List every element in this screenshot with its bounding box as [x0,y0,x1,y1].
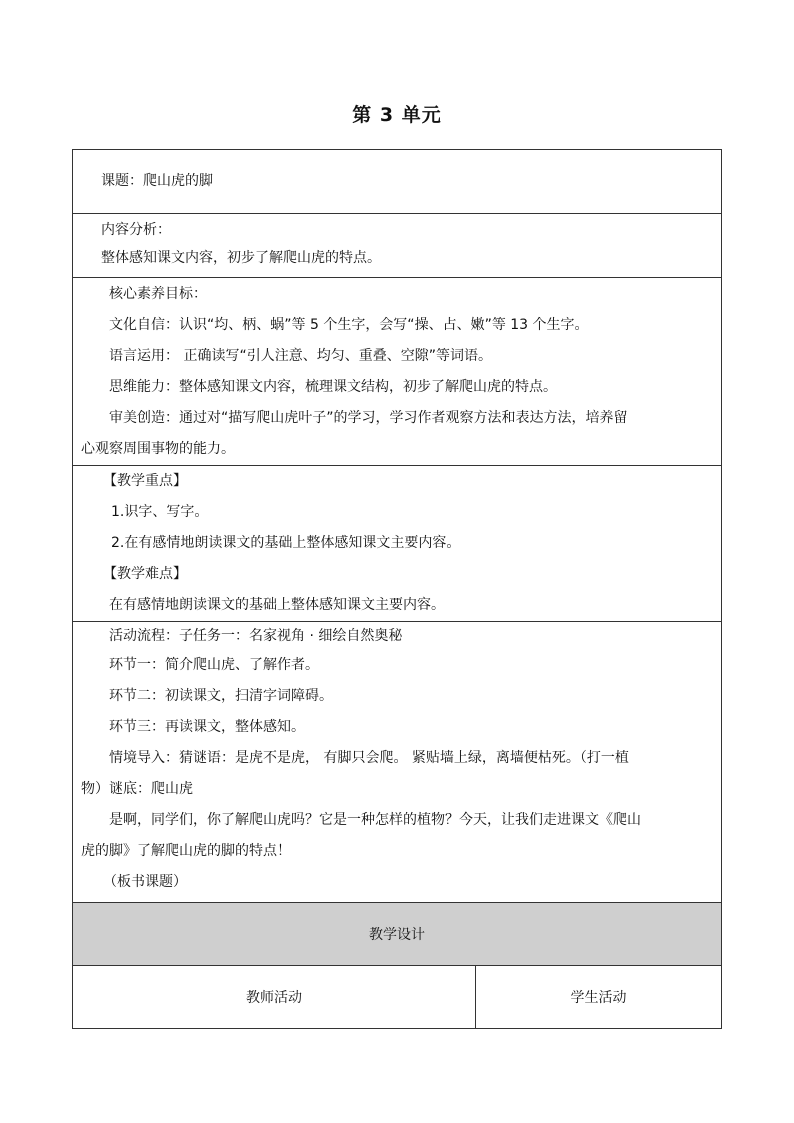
key-point-1: 1.识字、写字。 [111,504,209,520]
activity-flow: 活动流程：子任务一：名家视角 · 细绘自然奥秘 [109,628,403,644]
content-analysis-heading: 内容分析： [101,222,171,238]
goal-aesthetic-line2: 心观察周围事物的能力。 [81,441,235,457]
intro-paragraph-line2: 虎的脚》了解爬山虎的脚的特点！ [81,843,291,859]
content-analysis-text: 整体感知课文内容，初步了解爬山虎的特点。 [101,250,381,266]
goal-aesthetic-line1: 审美创造：通过对“描写爬山虎叶子”的学习，学习作者观察方法和表达方法，培养留 [109,410,628,426]
key-points-heading: 【教学重点】 [103,473,187,489]
activity-step-3: 环节三：再读课文，整体感知。 [109,719,305,735]
core-literacy-row [73,278,722,466]
content-analysis-row [73,214,722,278]
key-point-2: 2.在有感情地朗读课文的基础上整体感知课文主要内容。 [111,535,461,551]
lesson-row [73,150,722,214]
difficulty-text: 在有感情地朗读课文的基础上整体感知课文主要内容。 [109,597,445,613]
key-points-row [73,466,722,622]
design-columns-row [73,966,722,1029]
intro-line1: 情境导入：猜谜语：是虎不是虎， 有脚只会爬。 紧贴墙上绿，离墙便枯死。（打一植 [109,750,629,766]
difficulty-heading: 【教学难点】 [103,566,187,582]
intro-line2: 物）谜底：爬山虎 [81,781,193,797]
lesson-plan-table [72,149,722,1029]
design-header-row [73,903,722,966]
activity-step-1: 环节一：简介爬山虎、了解作者。 [109,657,319,673]
goal-language: 语言运用： 正确读写“引人注意、均匀、重叠、空隙”等词语。 [109,348,492,364]
student-activity-header: 学生活动 [476,966,722,1029]
design-header: 教学设计 [73,903,722,966]
page-title: 第 3 单元 [352,104,442,126]
board-note: （板书课题） [103,874,187,890]
lesson-title: 课题：爬山虎的脚 [101,173,213,189]
activity-row [73,622,722,903]
goal-culture: 文化自信：认识“均、柄、蜗”等 5 个生字，会写“操、占、嫩”等 13 个生字。 [109,317,589,333]
intro-paragraph-line1: 是啊，同学们，你了解爬山虎吗？它是一种怎样的植物？今天，让我们走进课文《爬山 [109,812,641,828]
activity-step-2: 环节二：初读课文，扫清字词障碍。 [109,688,333,704]
goal-thinking: 思维能力：整体感知课文内容，梳理课文结构，初步了解爬山虎的特点。 [109,379,557,395]
core-literacy-heading: 核心素养目标： [109,286,207,302]
teacher-activity-header: 教师活动 [73,966,476,1029]
